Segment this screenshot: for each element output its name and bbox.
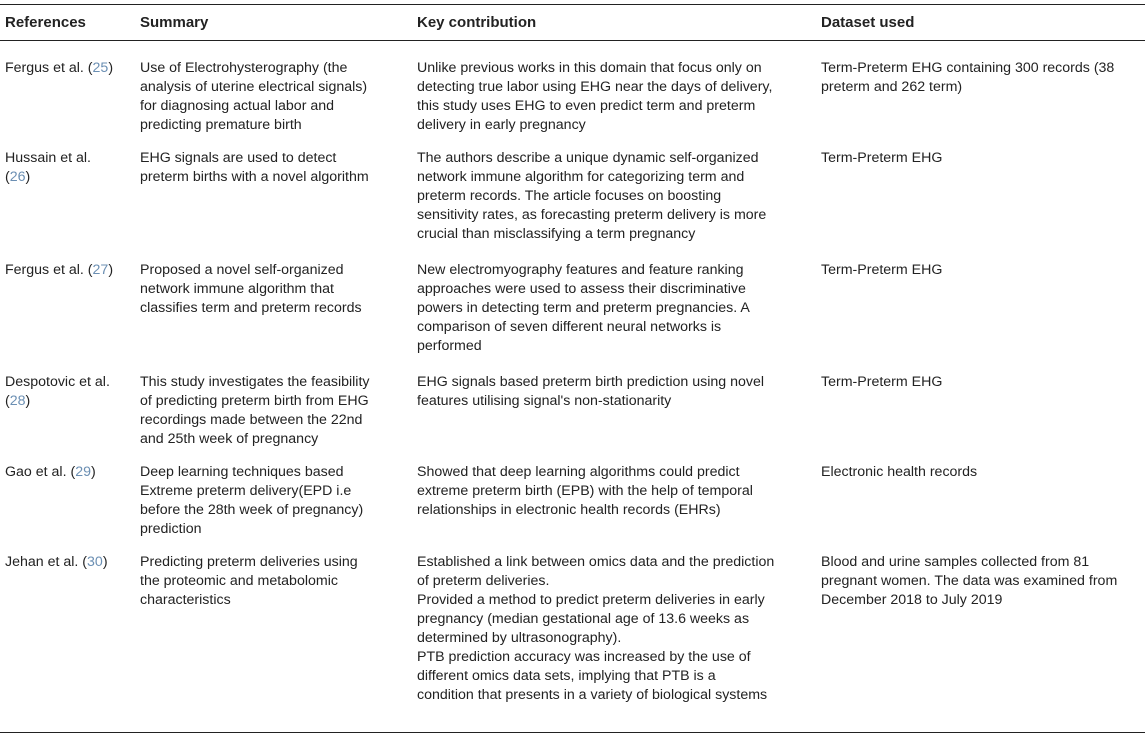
paren-text: ) (108, 60, 114, 76)
contribution-cell: Unlike previous works in this domain that focus only on detecting true labor using EHG near the days of delivery, this study uses EHG to even predict term and preterm delivery in early pregnancy (417, 60, 773, 133)
reference-cell (5, 149, 130, 187)
reference-cell (5, 59, 130, 78)
header-summary: Summary (140, 14, 209, 31)
citation-link[interactable]: 26 (9, 169, 26, 185)
summary-cell: Deep learning techniques based Extreme preterm delivery(EPD i.e before the 28th week of pregnancy) prediction (140, 464, 364, 537)
author-text: Hussain et al. ( (5, 150, 91, 185)
author-text: Fergus et al. ( (5, 262, 93, 278)
citation-link[interactable]: 29 (75, 464, 91, 480)
dataset-cell: Blood and urine samples collected from 81 pregnant women. The data was examined from December 2018 to July 2019 (821, 554, 1118, 608)
citation-link[interactable]: 30 (87, 554, 103, 570)
contribution-cell: EHG signals based preterm birth prediction using novel features utilising signal's non-stationarity (417, 374, 764, 409)
contribution-cell: Showed that deep learning algorithms could predict extreme preterm birth (EPB) with the help of temporal relationships in electronic health records (EHRs) (417, 464, 753, 518)
header-rule (0, 40, 1145, 41)
paren-text: ) (102, 554, 108, 570)
dataset-cell: Term-Preterm EHG (821, 374, 943, 390)
citation-link[interactable]: 27 (92, 262, 109, 278)
header-references: References (5, 14, 86, 31)
dataset-cell: Term-Preterm EHG (821, 262, 943, 278)
summary-cell: Predicting preterm deliveries using the proteomic and metabolomic characteristics (140, 554, 358, 608)
reference-cell (5, 261, 130, 280)
dataset-cell: Term-Preterm EHG (821, 150, 943, 166)
citation-link[interactable]: 28 (9, 393, 26, 409)
header-key-contribution: Key contribution (417, 14, 537, 31)
summary-cell: This study investigates the feasibility of predicting preterm birth from EHG recordings made between the 22nd and 25th week of pregnancy (140, 374, 370, 447)
contribution-cell: New electromyography features and feature ranking approaches were used to assess their discriminative powers in detecting term and preterm pregnancies. A comparison of seven different neural networks is performed (417, 262, 750, 354)
reference-cell (5, 373, 130, 411)
contribution-cell: The authors describe a unique dynamic self-organized network immune algorithm for categorizing term and preterm records. The article focuses on boosting sensitivity rates, as forecasting preterm delivery is more crucial than misclassifying a term pregnancy (417, 150, 767, 242)
author-text: Gao et al. ( (5, 464, 76, 480)
paren-text: ) (90, 464, 96, 480)
dataset-cell: Electronic health records (821, 464, 978, 480)
author-text: Despotovic et al. ( (5, 374, 110, 409)
summary-cell: Proposed a novel self-organized network immune algorithm that classifies term and preterm records (140, 262, 362, 316)
dataset-cell: Term-Preterm EHG containing 300 records (38 preterm and 262 term) (821, 60, 1115, 95)
reference-cell (5, 463, 130, 482)
author-text: Fergus et al. ( (5, 60, 93, 76)
table-top-rule (0, 4, 1145, 5)
summary-cell: EHG signals are used to detect preterm births with a novel algorithm (140, 150, 369, 185)
paren-text: ) (108, 262, 114, 278)
citation-link[interactable]: 25 (92, 60, 109, 76)
summary-cell: Use of Electrohysterography (the analysis of uterine electrical signals) for diagnosing actual labor and predicting premature birth (140, 60, 368, 133)
table-bottom-rule (0, 732, 1145, 733)
paren-text: ) (25, 393, 31, 409)
author-text: Jehan et al. ( (5, 554, 88, 570)
header-dataset-used: Dataset used (821, 14, 915, 31)
contribution-cell: Established a link between omics data and the prediction of preterm deliveries. Provided a method to predict preterm deliveries in early pregnancy (median gestational age of 13.6 weeks as determined by ultrasonography). PTB prediction accuracy was increased by the use of different omics data sets, implying that PTB is a condition that presents in a variety of biological systems (417, 554, 775, 703)
reference-cell (5, 553, 130, 572)
paren-text: ) (25, 169, 31, 185)
